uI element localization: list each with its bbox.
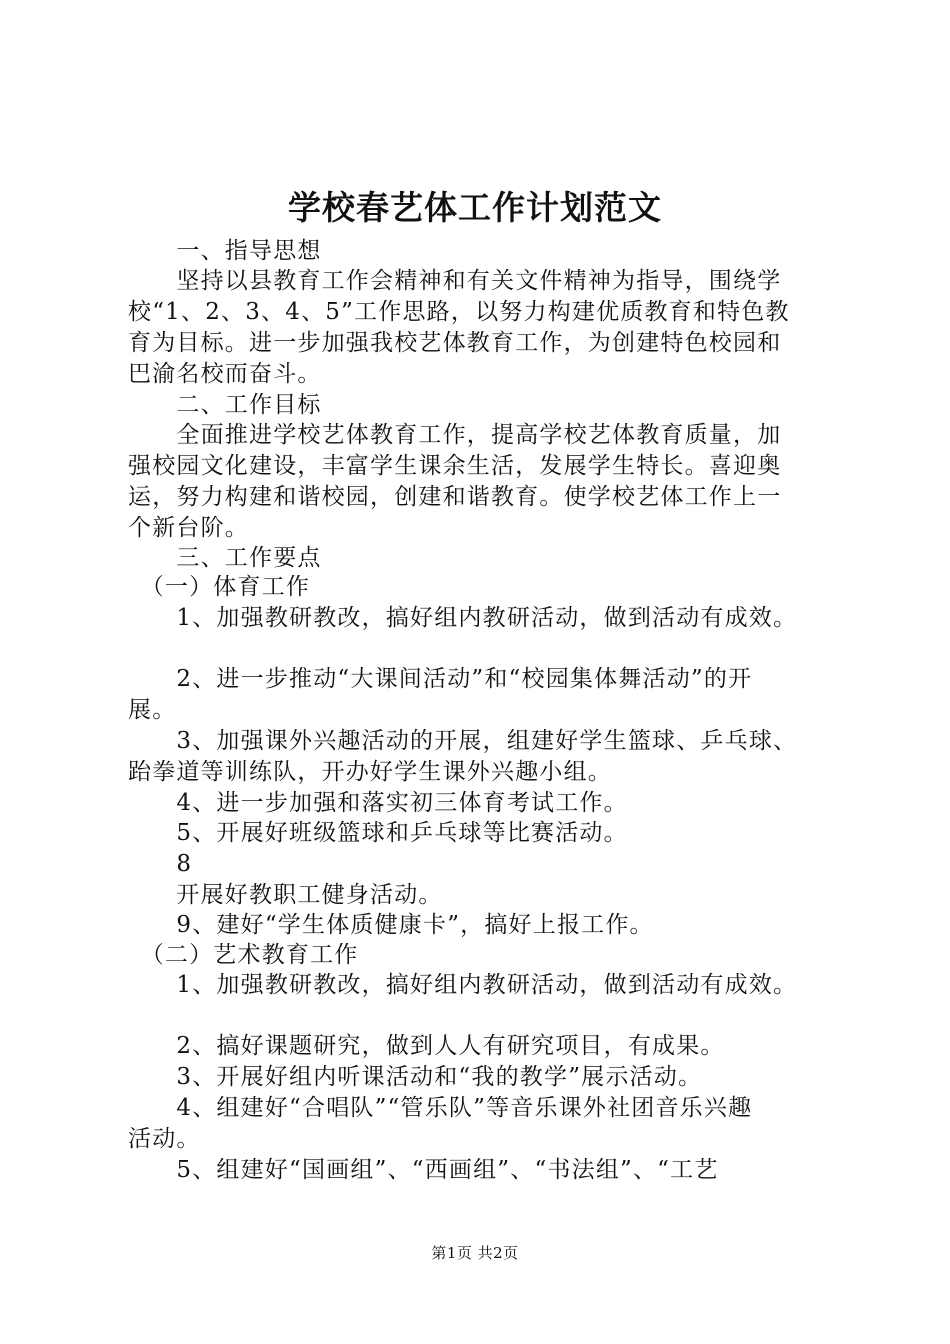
list-item: 3、开展好组内听课活动和“我的教学”展示活动。 — [128, 1064, 703, 1090]
list-item: 5、组建好“国画组”、“西画组”、“书法组”、“工艺 — [128, 1157, 719, 1183]
paragraph-line: 个新台阶。 — [128, 515, 249, 541]
section-heading: 二、工作目标 — [128, 392, 322, 418]
list-number: 8 — [128, 851, 193, 877]
list-item: 1、加强教研教改，搞好组内教研活动，做到活动有成效。 — [128, 605, 798, 631]
list-item-continuation: 活动。 — [128, 1126, 201, 1152]
list-item: 1、加强教研教改，搞好组内教研活动，做到活动有成效。 — [128, 972, 798, 998]
page-number-footer: 第1页 共2页 — [431, 1244, 519, 1262]
list-item: 5、开展好班级篮球和乒乓球等比赛活动。 — [128, 820, 628, 846]
section-heading: 一、指导思想 — [128, 238, 322, 264]
paragraph-line: 育为目标。进一步加强我校艺体教育工作，为创建特色校园和 — [128, 330, 782, 356]
list-item-continuation: 展。 — [128, 697, 177, 723]
paragraph-line: 强校园文化建设，丰富学生课余生活，发展学生特长。喜迎奥 — [128, 453, 782, 479]
list-item: 开展好教职工健身活动。 — [128, 882, 443, 908]
paragraph-line: 巴渝名校而奋斗。 — [128, 361, 322, 387]
paragraph-line: 校“1、2、3、4、5”工作思路，以努力构建优质教育和特色教 — [128, 299, 790, 325]
paragraph-line: 全面推进学校艺体教育工作，提高学校艺体教育质量，加 — [128, 422, 782, 448]
subsection-heading: （二）艺术教育工作 — [128, 942, 359, 968]
list-item: 4、组建好“合唱队”“管乐队”等音乐课外社团音乐兴趣 — [128, 1095, 753, 1121]
list-item: 3、加强课外兴趣活动的开展，组建好学生篮球、乒乓球、 — [128, 728, 798, 754]
list-item: 9、建好“学生体质健康卡”，搞好上报工作。 — [128, 912, 654, 938]
document-title: 学校春艺体工作计划范文 — [288, 188, 662, 227]
section-heading: 三、工作要点 — [128, 545, 322, 571]
paragraph-line: 运，努力构建和谐校园，创建和谐教育。使学校艺体工作上一 — [128, 484, 782, 510]
list-item: 4、进一步加强和落实初三体育考试工作。 — [128, 790, 628, 816]
subsection-heading: （一）体育工作 — [128, 574, 311, 600]
list-item-continuation: 跆拳道等训练队，开办好学生课外兴趣小组。 — [128, 759, 612, 785]
list-item: 2、搞好课题研究，做到人人有研究项目，有成果。 — [128, 1033, 725, 1059]
list-item: 2、进一步推动“大课间活动”和“校园集体舞活动”的开 — [128, 666, 753, 692]
paragraph-line: 坚持以县教育工作会精神和有关文件精神为指导，围绕学 — [128, 268, 782, 294]
